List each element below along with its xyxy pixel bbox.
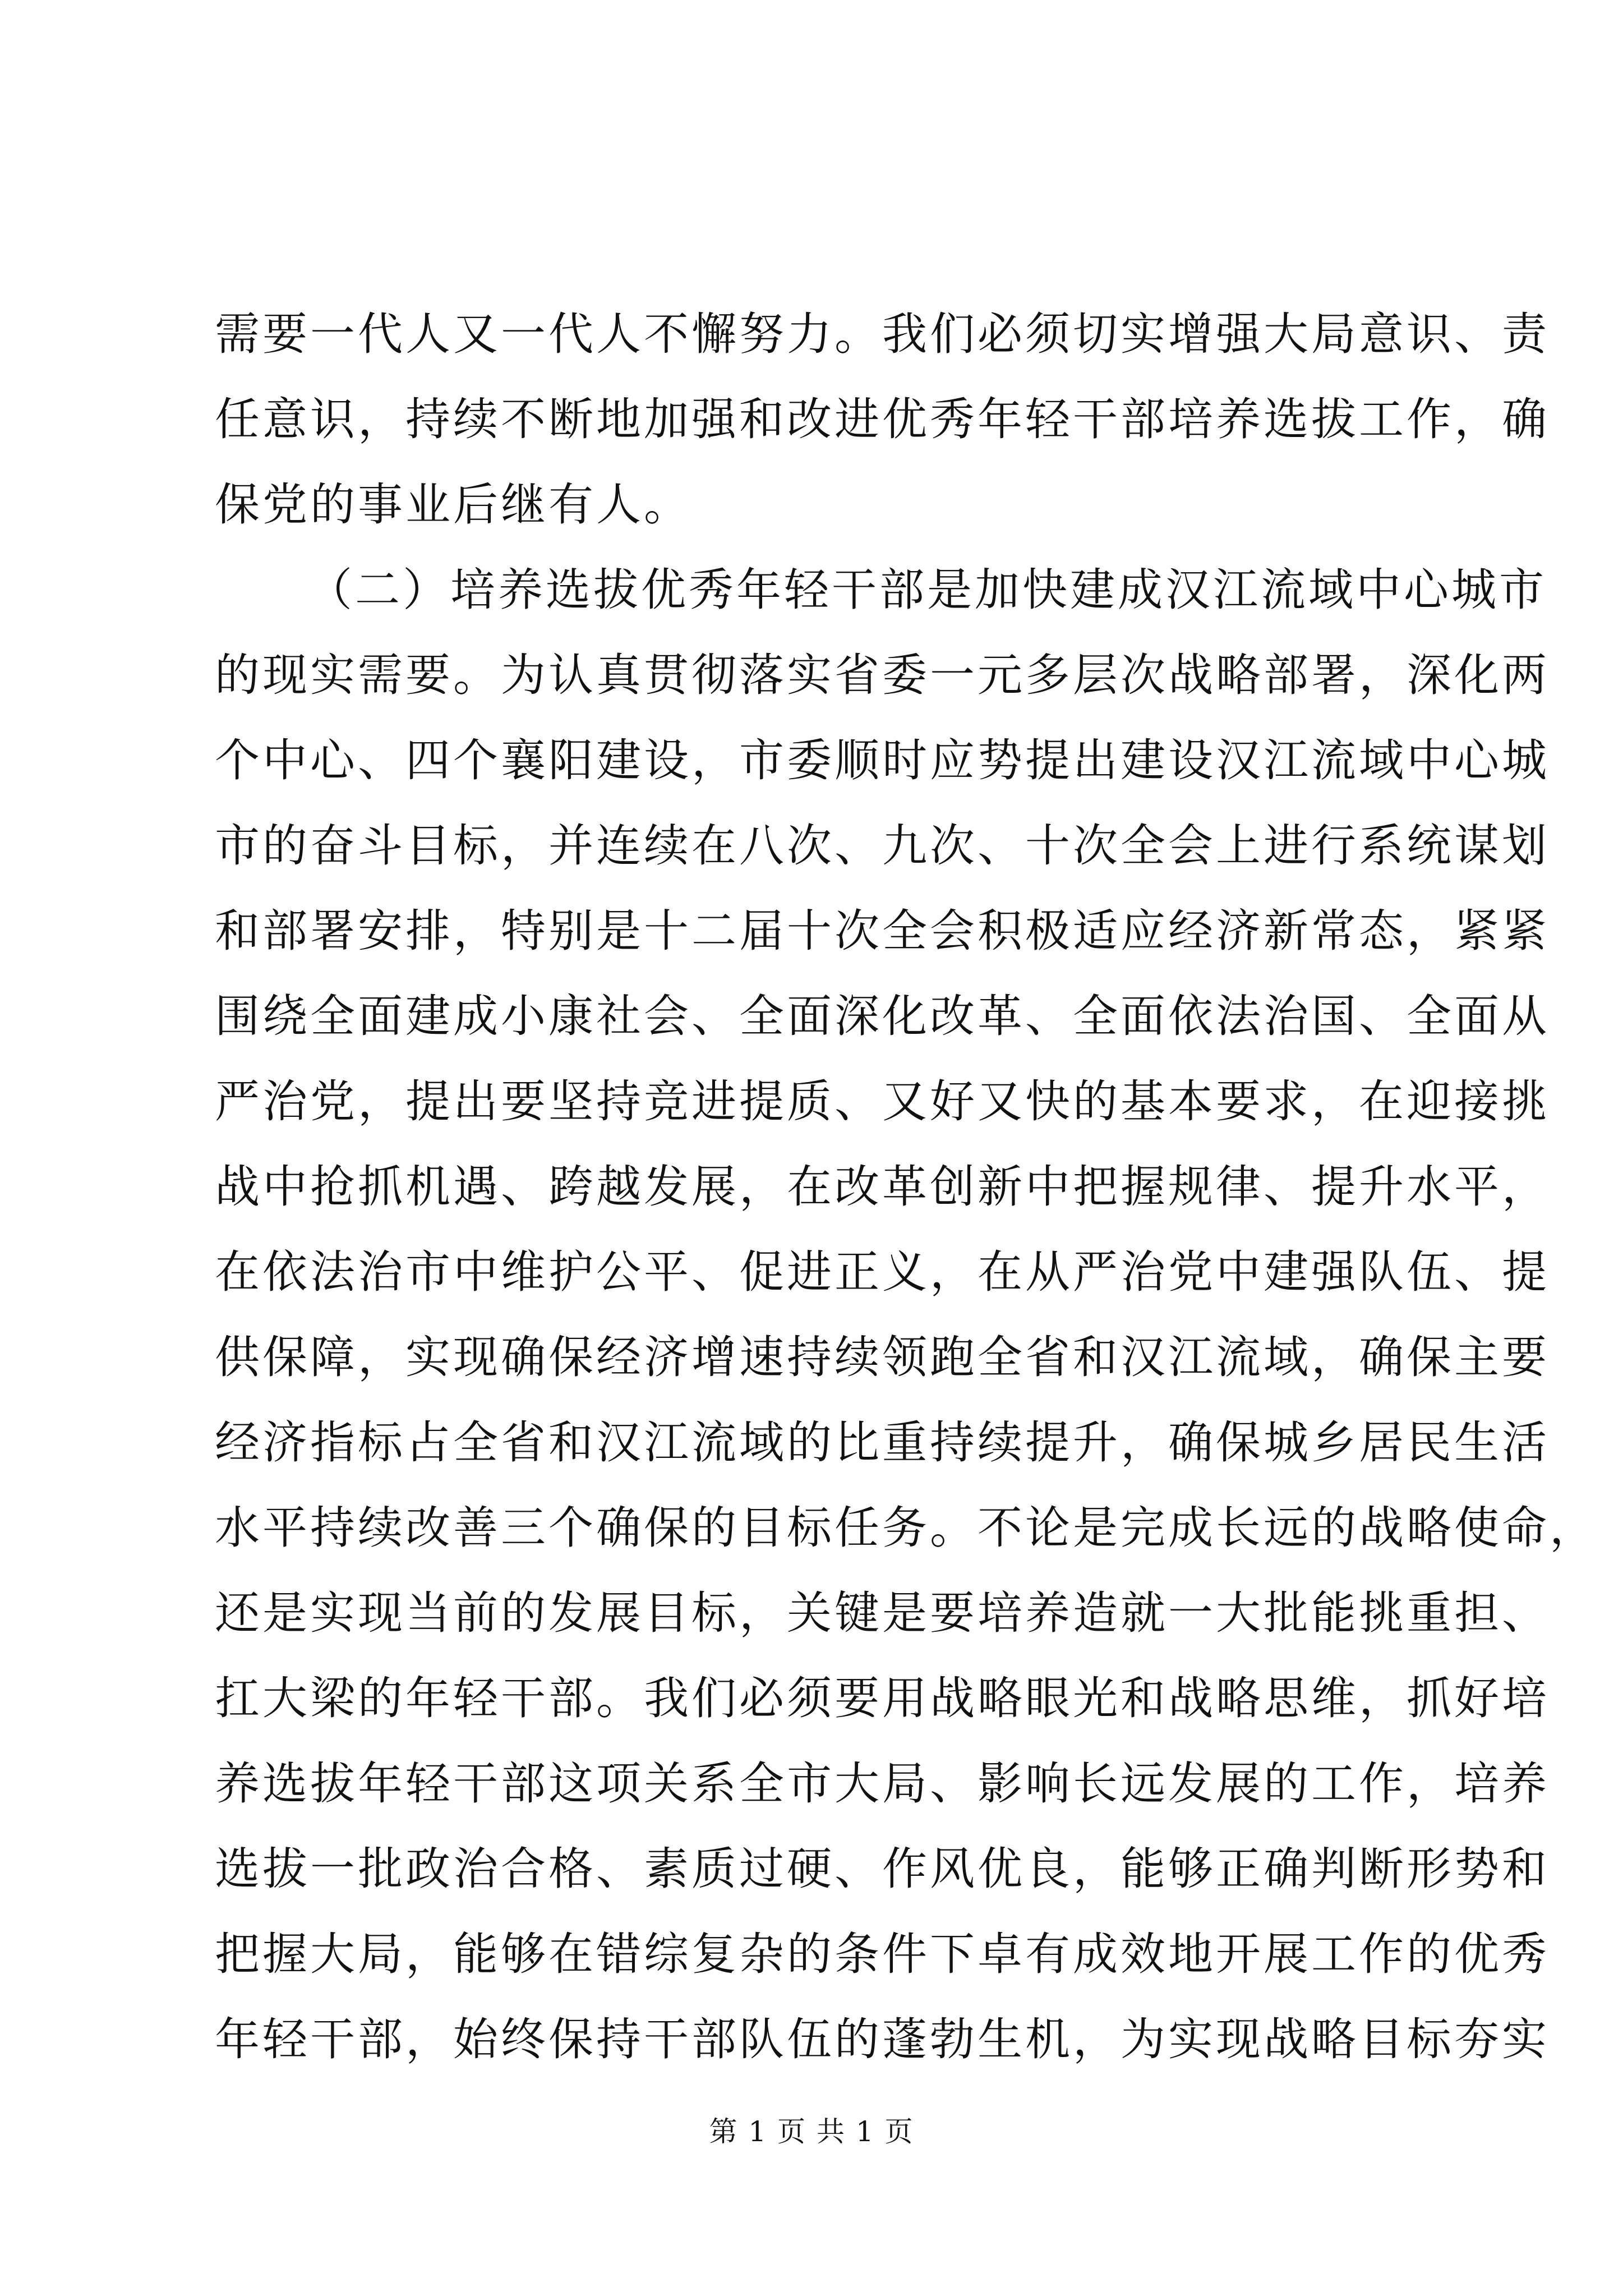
text-line: 需要一代人又一代人不懈努力。我们必须切实增强大局意识、责 — [215, 308, 1550, 360]
text-line: 扛大梁的年轻干部。我们必须要用战略眼光和战略思维，抓好培 — [215, 1672, 1550, 1724]
text-line: 严治党，提出要坚持竞进提质、又好又快的基本要求，在迎接挑 — [215, 1075, 1550, 1128]
body-text — [215, 292, 1597, 2082]
text-line: （二）培养选拔优秀年轻干部是加快建成汉江流域中心城市 — [307, 564, 1547, 616]
text-line: 经济指标占全省和汉江流域的比重持续提升，确保城乡居民生活 — [215, 1416, 1550, 1469]
text-line: 养选拔年轻干部这项关系全市大局、影响长远发展的工作，培养 — [215, 1757, 1550, 1810]
text-line: 水平持续改善三个确保的目标任务。不论是完成长远的战略使命， — [215, 1502, 1597, 1554]
text-line: 年轻干部，始终保持干部队伍的蓬勃生机，为实现战略目标夯实 — [215, 2013, 1550, 2065]
text-line: 围绕全面建成小康社会、全面深化改革、全面依法治国、全面从 — [215, 990, 1550, 1042]
text-line: 任意识，持续不断地加强和改进优秀年轻干部培养选拔工作，确 — [215, 393, 1550, 445]
text-line: 把握大局，能够在错综复杂的条件下卓有成效地开展工作的优秀 — [215, 1928, 1550, 1980]
text-line: 战中抢抓机遇、跨越发展，在改革创新中把握规律、提升水平， — [215, 1161, 1550, 1213]
text-line: 在依法治市中维护公平、促进正义，在从严治党中建强队伍、提 — [215, 1246, 1550, 1298]
text-line: 和部署安排，特别是十二届十次全会积极适应经济新常态，紧紧 — [215, 905, 1550, 957]
text-line: 个中心、四个襄阳建设，市委顺时应势提出建设汉江流域中心城 — [215, 734, 1550, 786]
text-line: 市的奋斗目标，并连续在八次、九次、十次全会上进行系统谋划 — [215, 820, 1550, 872]
text-line: 供保障，实现确保经济增速持续领跑全省和汉江流域，确保主要 — [215, 1331, 1550, 1383]
text-line: 的现实需要。为认真贯彻落实省委一元多层次战略部署，深化两 — [215, 649, 1550, 701]
text-line: 还是实现当前的发展目标，关键是要培养造就一大批能挑重担、 — [215, 1587, 1550, 1639]
page-number-footer: 第 1 页 共 1 页 — [709, 2115, 914, 2148]
text-line: 保党的事业后继有人。 — [215, 478, 691, 531]
text-line: 选拔一批政治合格、素质过硬、作风优良，能够正确判断形势和 — [215, 1843, 1550, 1895]
